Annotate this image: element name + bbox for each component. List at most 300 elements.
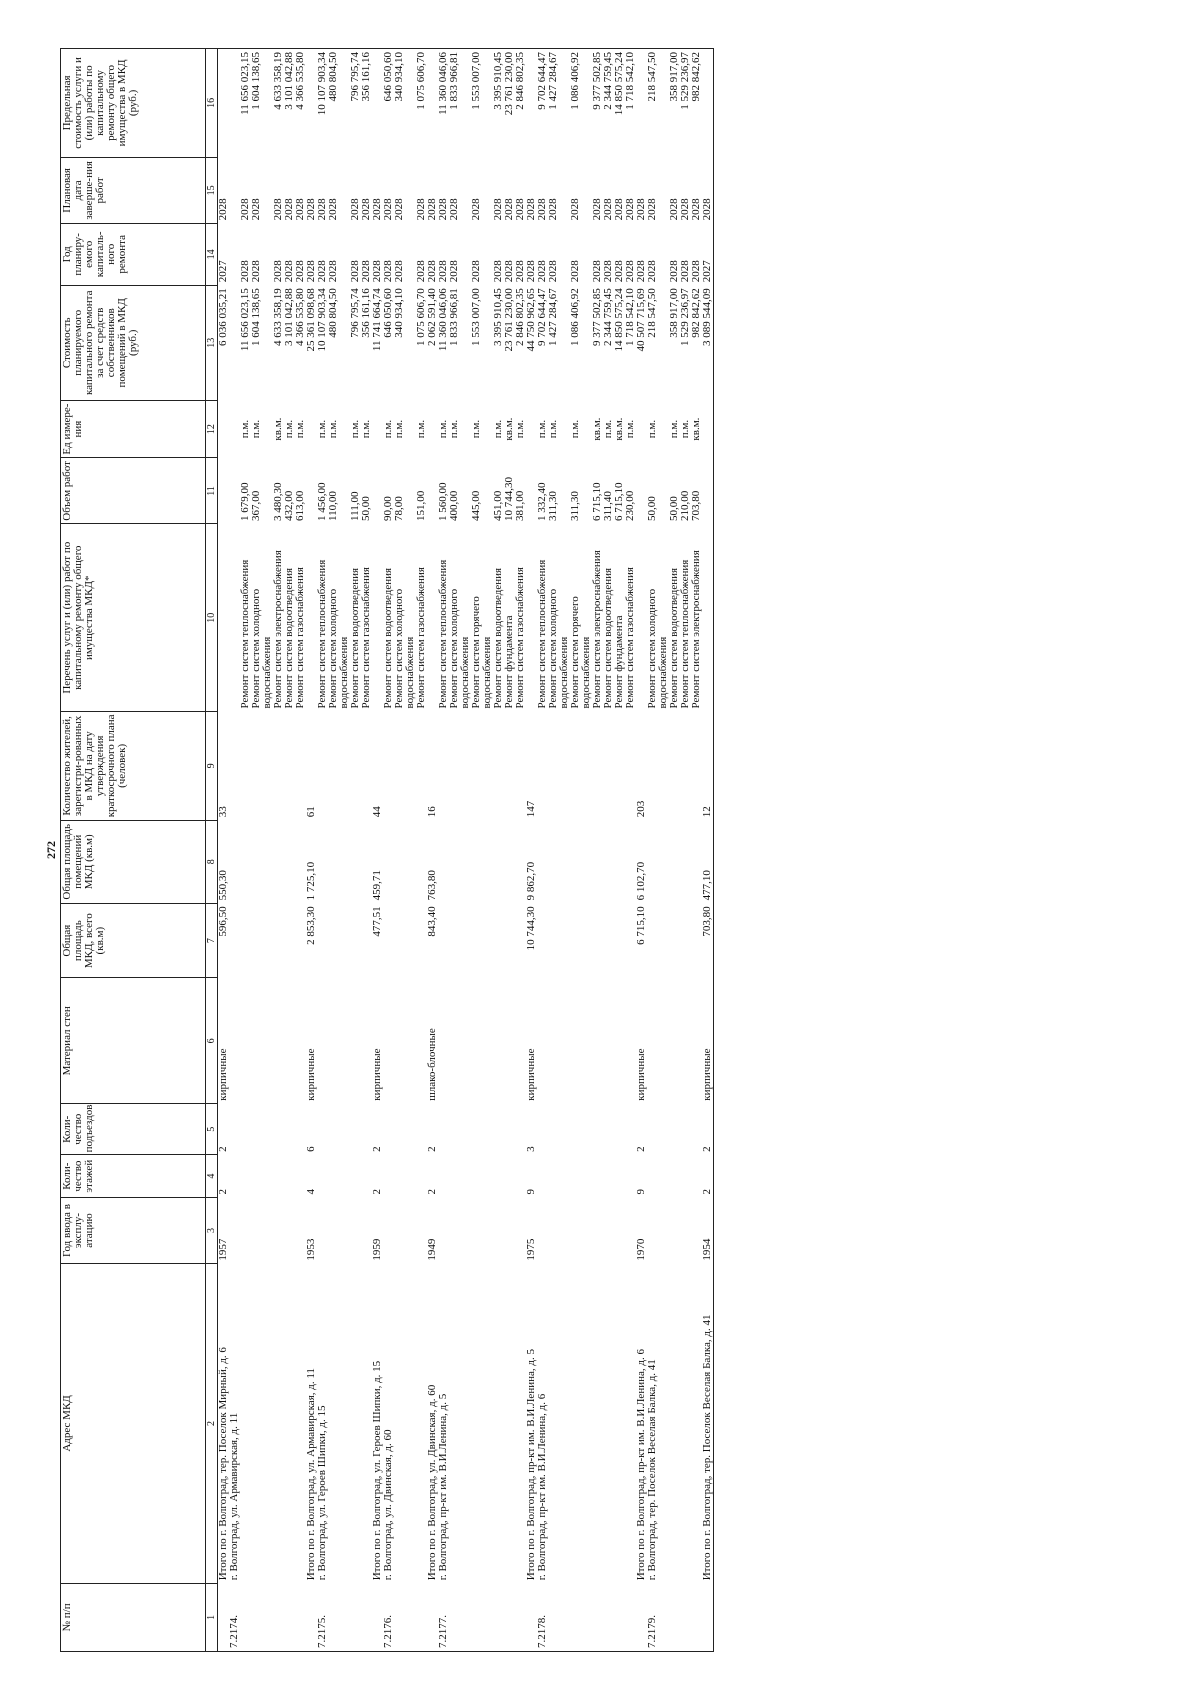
premises-area (548, 820, 570, 903)
entrance-count (548, 1104, 570, 1155)
column-number: 11 (206, 458, 218, 524)
unit: п.м. (360, 419, 372, 439)
work-description: Ремонт фундамента (503, 615, 515, 709)
entrance-count: 2 (702, 1104, 714, 1155)
residents-count (570, 712, 592, 821)
commission-year (493, 1197, 504, 1263)
planned-year: 2028 (668, 260, 680, 283)
floor-count (592, 1155, 603, 1198)
max-cost: 3 101 042,88 (284, 49, 295, 158)
completion-date: 2028 (415, 198, 427, 221)
address (614, 1264, 625, 1584)
completion-date: 2028 (591, 198, 603, 221)
column-header: Перечень услуг и (или) работ по капитальному ремонту общего имущества МКД* (61, 524, 206, 712)
row-number: 7.2174. (229, 1583, 240, 1651)
floor-count (537, 1155, 548, 1198)
address: г. Волгоград, ул. Двинская, д. 60 (382, 1429, 394, 1581)
floor-count: 2 (702, 1155, 714, 1198)
completion-date: 2028 (624, 198, 636, 221)
planned-cost: 480 804,50 (327, 288, 339, 338)
address: г. Волгоград, пр-кт им. В.И.Ленина, д. 5 (437, 1393, 449, 1581)
completion-date: 2028 (536, 198, 548, 221)
address (251, 1264, 273, 1584)
max-cost: 11 360 046,06 (438, 49, 449, 158)
commission-year (603, 1197, 614, 1263)
max-cost: 2 846 802,35 (515, 49, 526, 158)
floor-count (394, 1155, 416, 1198)
address (592, 1264, 603, 1584)
floor-count (614, 1155, 625, 1198)
entrance-count: 3 (525, 1146, 537, 1152)
address (680, 1264, 691, 1584)
max-cost: 1 833 966,81 (449, 49, 471, 158)
work-volume: 381,00 (514, 490, 526, 521)
column-header: Стоимость планируемого капитального ремонта за счет средств собственников помещений в МКД (руб.) (61, 285, 206, 400)
wall-material: кирпичные (305, 1048, 317, 1101)
completion-date: 2028 (217, 198, 229, 221)
floor-count: 2 (371, 1188, 383, 1195)
total-area: 10 744,30 (525, 906, 537, 951)
floor-count (251, 1155, 273, 1198)
wall-material (471, 978, 493, 1104)
unit: кв.м. (503, 417, 515, 441)
wall-material: шлако-блочные (426, 1028, 438, 1101)
table-row (548, 49, 570, 1652)
residents-count: 16 (426, 806, 438, 818)
planned-cost: 44 750 962,65 (525, 288, 537, 352)
planned-cost: 358 917,00 (668, 288, 680, 338)
work-description (218, 524, 230, 712)
residents-count (394, 712, 416, 821)
total-area (570, 903, 592, 978)
column-number: 8 (206, 820, 218, 903)
floor-count (647, 1155, 669, 1198)
unit: п.м. (679, 419, 691, 439)
commission-year (570, 1197, 592, 1263)
planned-year: 2028 (327, 260, 339, 283)
total-area (317, 903, 328, 978)
floor-count (328, 1155, 350, 1198)
floor-count (669, 1155, 680, 1198)
total-area (647, 903, 669, 978)
wall-material: кирпичные (371, 1048, 383, 1101)
residents-count: 12 (702, 712, 714, 821)
work-description: Ремонт систем газоснабжения (514, 567, 526, 709)
planned-cost: 3 089 544,09 (702, 285, 714, 400)
planned-cost: 796 795,74 (349, 288, 361, 338)
work-volume: 1 456,00 (316, 482, 328, 521)
entrance-count (317, 1104, 328, 1155)
address (504, 1264, 515, 1584)
column-header: Общая площадь МКД, всего (кв.м) (61, 903, 206, 978)
address (548, 1264, 570, 1584)
residents-count (680, 712, 691, 821)
total-area: 477,51 (371, 906, 383, 937)
planned-cost: 11 741 664,74 (371, 288, 383, 352)
wall-material (438, 978, 449, 1104)
premises-area (592, 820, 603, 903)
max-cost: 340 934,10 (394, 49, 416, 158)
planned-year: 2028 (316, 260, 328, 283)
premises-area (317, 820, 328, 903)
row-number (251, 1583, 273, 1651)
completion-date: 2028 (283, 198, 295, 221)
commission-year: 1949 (426, 1238, 438, 1261)
wall-material (548, 978, 570, 1104)
column-number: 6 (206, 978, 218, 1104)
address (570, 1264, 592, 1584)
planned-cost: 2 062 591,40 (426, 288, 438, 346)
entrance-count (680, 1104, 691, 1155)
planned-cost: 982 842,62 (690, 288, 702, 338)
completion-date: 2028 (250, 198, 262, 221)
wall-material (537, 978, 548, 1104)
premises-area: 763,80 (426, 870, 438, 901)
completion-date: 2028 (470, 198, 482, 221)
residents-count (416, 712, 427, 821)
premises-area (647, 820, 669, 903)
total-area: 2 853,30 (305, 906, 317, 945)
entrance-count: 6 (305, 1146, 317, 1152)
max-cost (702, 49, 714, 158)
max-cost: 9 702 644,47 (537, 49, 548, 158)
max-cost: 358 917,00 (669, 49, 680, 158)
unit: п.м. (646, 419, 658, 439)
floor-count (471, 1155, 493, 1198)
residents-count (273, 712, 284, 821)
address: Итого по г. Волгоград, ул. Армавирская, д. 11 (305, 1368, 317, 1581)
entrance-count (537, 1104, 548, 1155)
floor-count (493, 1155, 504, 1198)
total-area: 6 715,10 (635, 906, 647, 945)
total-area (614, 903, 625, 978)
floor-count (284, 1155, 295, 1198)
column-header: Общая площадь помещений МКД (кв.м) (61, 820, 206, 903)
table-row (471, 49, 493, 1652)
floor-count (570, 1155, 592, 1198)
residents-count (647, 712, 669, 821)
wall-material (669, 978, 680, 1104)
wall-material (284, 978, 295, 1104)
entrance-count (603, 1104, 614, 1155)
work-volume: 1 332,40 (536, 482, 548, 521)
planned-year: 2028 (690, 260, 702, 283)
completion-date: 2028 (239, 198, 251, 221)
completion-date: 2028 (349, 198, 361, 221)
unit: п.м. (316, 419, 328, 439)
column-header: Ед измере-ния (61, 400, 206, 458)
column-number: 7 (206, 903, 218, 978)
residents-count (251, 712, 273, 821)
max-cost: 2 344 759,45 (603, 49, 614, 158)
completion-date: 2028 (437, 198, 449, 221)
premises-area (394, 820, 416, 903)
max-cost: 1 427 284,67 (548, 49, 570, 158)
address (493, 1264, 504, 1584)
premises-area (284, 820, 295, 903)
planned-cost: 1 833 966,81 (448, 288, 460, 346)
completion-date: 2028 (646, 198, 658, 221)
residents-count (295, 712, 306, 821)
planned-year: 2028 (415, 260, 427, 283)
unit: п.м. (294, 419, 306, 439)
entrance-count (504, 1104, 515, 1155)
commission-year (614, 1197, 625, 1263)
unit: кв.м. (272, 417, 284, 441)
premises-area (273, 820, 284, 903)
entrance-count (383, 1104, 394, 1155)
work-volume: 400,00 (448, 490, 460, 521)
address: г. Волгоград, пр-кт им. В.И.Ленина, д. 6 (536, 1393, 548, 1581)
work-description: Ремонт систем холодного водоснабжения (646, 588, 669, 709)
commission-year (383, 1197, 394, 1263)
planned-cost: 4 366 535,80 (294, 288, 306, 346)
address: Итого по г. Волгоград, ул. Героев Шипки, д. 15 (371, 1360, 383, 1581)
total-area (504, 903, 515, 978)
premises-area (383, 820, 394, 903)
wall-material (240, 978, 251, 1104)
residents-count (328, 712, 350, 821)
work-description (702, 524, 714, 712)
column-number: 5 (206, 1104, 218, 1155)
work-description: Ремонт систем газоснабжения (294, 567, 306, 709)
premises-area (471, 820, 493, 903)
completion-date: 2028 (690, 198, 702, 221)
row-number (493, 1583, 504, 1651)
address (273, 1264, 284, 1584)
total-area (471, 903, 493, 978)
completion-date: 2028 (613, 198, 625, 221)
entrance-count: 2 (635, 1146, 647, 1152)
commission-year (669, 1197, 680, 1263)
planned-year: 2028 (525, 260, 537, 283)
unit: п.м. (415, 419, 427, 439)
work-volume: 50,00 (360, 496, 372, 521)
unit: п.м. (327, 419, 339, 439)
row-number (592, 1583, 603, 1651)
work-description: Ремонт систем газоснабжения (360, 567, 372, 709)
planned-year: 2028 (613, 260, 625, 283)
residents-count (449, 712, 471, 821)
page-number: 272 (44, 841, 58, 859)
commission-year: 1959 (371, 1238, 383, 1261)
address (449, 1264, 471, 1584)
planned-cost: 356 161,16 (360, 288, 372, 338)
total-area (229, 903, 240, 978)
entrance-count (284, 1104, 295, 1155)
wall-material (570, 978, 592, 1104)
unit: кв.м. (591, 417, 603, 441)
completion-date: 2028 (360, 198, 372, 221)
commission-year (317, 1197, 328, 1263)
entrance-count (328, 1104, 350, 1155)
planned-year: 2028 (492, 260, 504, 283)
address: Итого по г. Волгоград, пр-кт им. В.И.Ленина, д. 6 (635, 1349, 647, 1581)
planned-cost: 4 633 358,19 (272, 288, 284, 346)
max-cost: 23 761 230,00 (504, 49, 515, 158)
commission-year (350, 1197, 361, 1263)
completion-date: 2028 (382, 198, 394, 221)
planned-cost: 1 553 007,00 (470, 288, 482, 346)
column-number: 13 (206, 285, 218, 400)
residents-count (691, 712, 702, 821)
work-description: Ремонт систем теплоснабжения (536, 559, 548, 709)
row-number (669, 1583, 680, 1651)
planned-cost: 10 107 903,34 (316, 288, 328, 352)
work-volume (702, 458, 714, 524)
planned-year: 2028 (624, 260, 636, 283)
max-cost: 14 850 575,24 (614, 49, 625, 158)
entrance-count (229, 1104, 240, 1155)
residents-count: 44 (371, 806, 383, 818)
max-cost: 218 547,50 (647, 49, 669, 158)
wall-material (383, 978, 394, 1104)
work-description: Ремонт систем электроснабжения (690, 550, 702, 709)
max-cost: 3 395 910,45 (493, 49, 504, 158)
floor-count: 9 (525, 1188, 537, 1195)
row-number (449, 1583, 471, 1651)
commission-year (240, 1197, 251, 1263)
commission-year (537, 1197, 548, 1263)
residents-count (284, 712, 295, 821)
work-description: Ремонт систем газоснабжения (624, 567, 636, 709)
work-volume: 367,00 (250, 490, 262, 521)
work-description: Ремонт систем теплоснабжения (679, 559, 691, 709)
row-number: 7.2176. (383, 1583, 394, 1651)
column-header: Коли-чество этажей (61, 1155, 206, 1198)
address (328, 1264, 350, 1584)
premises-area (240, 820, 251, 903)
unit: п.м. (668, 419, 680, 439)
table-row (449, 49, 471, 1652)
column-header: Плановая дата заверше-ния работ (61, 157, 206, 223)
residents-count (614, 712, 625, 821)
planned-year: 2028 (547, 260, 559, 283)
work-volume: 6 715,10 (591, 482, 603, 521)
unit: п.м. (514, 419, 526, 439)
commission-year (449, 1197, 471, 1263)
residents-count: 147 (525, 800, 537, 818)
commission-year (273, 1197, 284, 1263)
address (284, 1264, 295, 1584)
header-row (61, 49, 206, 1652)
commission-year (438, 1197, 449, 1263)
row-number (504, 1583, 515, 1651)
work-volume: 703,80 (690, 490, 702, 521)
max-cost: 356 161,16 (361, 49, 372, 158)
work-volume: 445,00 (470, 490, 482, 521)
premises-area: 9 862,70 (525, 861, 537, 901)
column-number: 9 (206, 712, 218, 821)
entrance-count (438, 1104, 449, 1155)
work-description: Ремонт систем электроснабжения (591, 550, 603, 709)
max-cost: 796 795,74 (350, 49, 361, 158)
max-cost: 480 804,50 (328, 49, 350, 158)
total-area (273, 903, 284, 978)
unit: п.м. (283, 419, 295, 439)
planned-year: 2028 (503, 260, 515, 283)
commission-year: 1975 (525, 1238, 537, 1261)
work-volume: 6 715,10 (613, 482, 625, 521)
planned-cost: 9 702 644,47 (536, 288, 548, 346)
planned-cost: 2 846 802,35 (514, 288, 526, 346)
residents-count (240, 712, 251, 821)
completion-date: 2028 (448, 198, 460, 221)
planned-year: 2028 (239, 260, 251, 283)
premises-area (669, 820, 680, 903)
planned-year: 2028 (294, 260, 306, 283)
floor-count (317, 1155, 328, 1198)
residents-count (592, 712, 603, 821)
premises-area (570, 820, 592, 903)
max-cost: 9 377 502,85 (592, 49, 603, 158)
planned-cost: 2 344 759,45 (602, 288, 614, 346)
work-description: Ремонт систем водоотведения (283, 567, 295, 709)
commission-year (548, 1197, 570, 1263)
total-area (603, 903, 614, 978)
commission-year (328, 1197, 350, 1263)
planned-cost: 1 427 284,67 (547, 288, 559, 346)
address: Итого по г. Волгоград, ул. Двинская, д. 60 (426, 1384, 438, 1581)
max-cost: 1 553 007,00 (471, 49, 493, 158)
premises-area (504, 820, 515, 903)
completion-date: 2028 (305, 198, 317, 221)
wall-material: кирпичные (635, 1048, 647, 1101)
total-area (394, 903, 416, 978)
planned-year: 2028 (591, 260, 603, 283)
residents-count (350, 712, 361, 821)
total-area (669, 903, 680, 978)
work-description: Ремонт систем горячего водоснабжения (470, 596, 493, 709)
planned-cost: 646 050,60 (382, 288, 394, 338)
planned-cost: 218 547,50 (646, 288, 658, 338)
column-number: 10 (206, 524, 218, 712)
unit: п.м. (569, 419, 581, 439)
commission-year (251, 1197, 273, 1263)
total-area: 703,80 (702, 903, 714, 978)
total-area (251, 903, 273, 978)
planned-year: 2028 (536, 260, 548, 283)
row-number: 7.2178. (537, 1583, 548, 1651)
column-number: 2 (206, 1264, 218, 1584)
entrance-count (394, 1104, 416, 1155)
total-area (537, 903, 548, 978)
entrance-count (449, 1104, 471, 1155)
address: г. Волгоград, ул. Героев Шипки, д. 15 (316, 1405, 328, 1581)
floor-count (680, 1155, 691, 1198)
premises-area: 550,30 (217, 870, 229, 901)
premises-area: 1 725,10 (305, 861, 317, 901)
work-description: Ремонт систем водоотведения (602, 567, 614, 709)
total-area (680, 903, 691, 978)
wall-material (647, 978, 669, 1104)
work-description: Ремонт систем водоотведения (492, 567, 504, 709)
planned-cost: 1 529 236,97 (679, 288, 691, 346)
row-number (603, 1583, 614, 1651)
unit: п.м. (448, 419, 460, 439)
work-volume: 50,00 (668, 496, 680, 521)
max-cost: 4 633 358,19 (273, 49, 284, 158)
max-cost: 1 604 138,65 (251, 49, 273, 158)
commission-year (471, 1197, 493, 1263)
residents-count (471, 712, 493, 821)
wall-material (273, 978, 284, 1104)
unit: п.м. (382, 419, 394, 439)
completion-date: 2028 (668, 198, 680, 221)
row-number (570, 1583, 592, 1651)
planned-year: 2028 (569, 260, 581, 283)
row-number (284, 1583, 295, 1651)
